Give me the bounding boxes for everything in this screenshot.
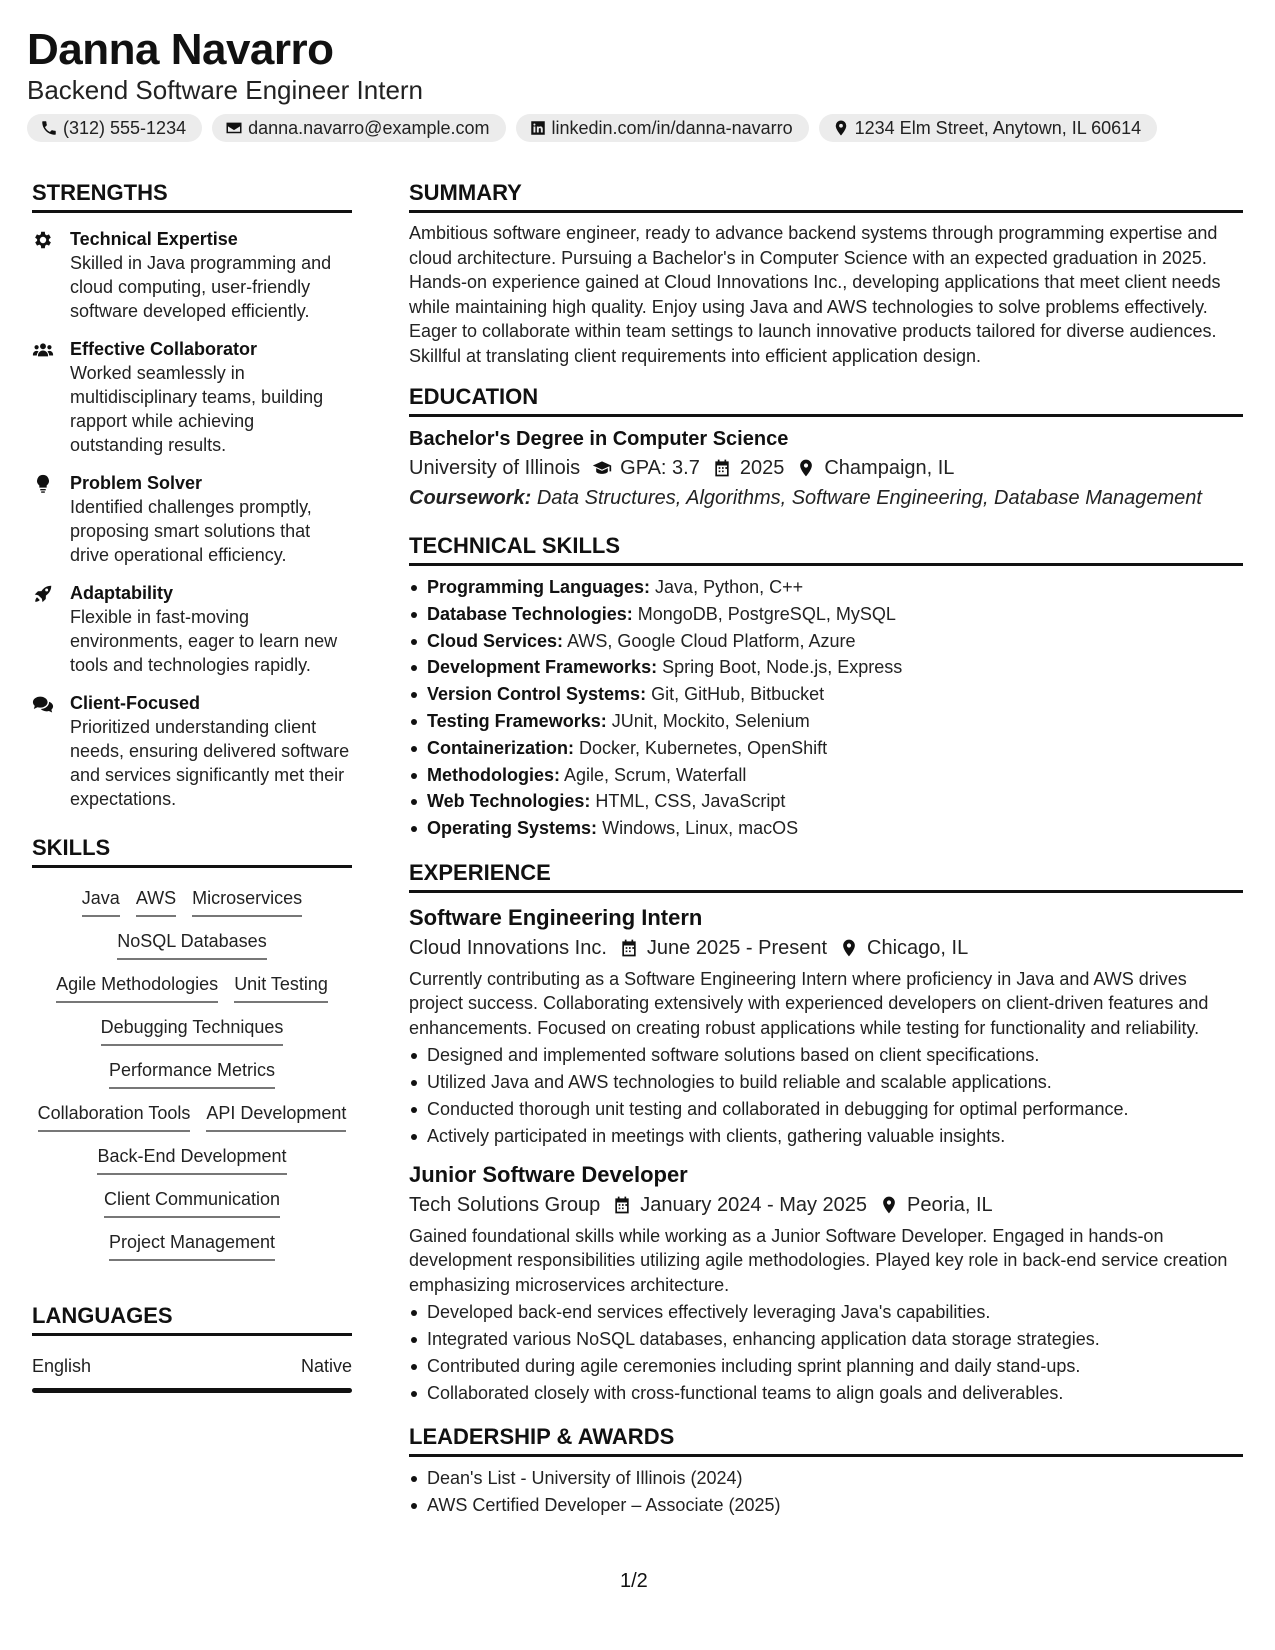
list-item: [409, 574, 1243, 601]
skill-category: Development Frameworks:: [427, 657, 658, 678]
list-item: [409, 654, 1243, 681]
skills-heading: SKILLS: [32, 833, 352, 868]
linkedin-icon: [528, 118, 548, 138]
skill-tag: Project Management: [109, 1230, 275, 1261]
list-item: [409, 788, 1243, 815]
contact-email-text: danna.navarro@example.com: [248, 117, 490, 138]
list-item: AWS Certified Developer – Associate (2025): [409, 1492, 1243, 1519]
skill-category: Operating Systems:: [427, 818, 598, 839]
contact-email[interactable]: [212, 114, 505, 142]
job-bullets: [409, 1042, 1243, 1149]
strength-title: Adaptability: [70, 583, 174, 603]
skill-tag: Unit Testing: [234, 972, 328, 1003]
job-meta: [409, 933, 1243, 963]
comments-icon: [32, 691, 70, 811]
company-name: Cloud Innovations Inc.: [409, 936, 607, 959]
job-title: Junior Software Developer: [409, 1161, 688, 1187]
skill-category: Web Technologies:: [427, 791, 591, 812]
skill-category: Database Technologies:: [427, 603, 633, 624]
language-name: English: [32, 1356, 92, 1376]
contact-phone[interactable]: [27, 114, 202, 142]
skill-values: Windows, Linux, macOS: [602, 818, 799, 839]
job-location: Peoria, IL: [907, 1193, 993, 1216]
strength-title: Effective Collaborator: [70, 339, 258, 359]
strength-desc: Identified challenges promptly, proposing smart solutions that drive operational efficiency.: [70, 497, 312, 565]
list-item: Utilized Java and AWS technologies to build reliable and scalable applications.: [409, 1069, 1243, 1096]
gear-icon: [32, 227, 70, 323]
job-description: Currently contributing as a Software Engineering Intern where proficiency in Java and AWS drives project success. Collaborating extensively with experienced developers on client-driven features and enhancements. Focused on creating robust applications while testing for functionality and reliability.: [409, 968, 1209, 1038]
job-meta: [409, 1190, 1243, 1220]
skill-category: Programming Languages:: [427, 577, 651, 597]
skill-values: JUnit, Mockito, Selenium: [611, 710, 810, 731]
list-item: Conducted thorough unit testing and collaborated in debugging for optimal performance.: [409, 1096, 1243, 1123]
contact-phone-text: (312) 555-1234: [63, 117, 187, 138]
calendar-icon: [612, 1195, 632, 1215]
strength-item: [32, 691, 352, 811]
strength-desc: Flexible in fast-moving environments, eager to learn new tools and technologies rapidly.: [70, 607, 338, 675]
list-item: [409, 708, 1243, 735]
skill-tag: Back-End Development: [97, 1144, 286, 1175]
summary-heading: SUMMARY: [409, 178, 1243, 213]
strength-desc: Worked seamlessly in multidisciplinary teams, building rapport while achieving outstanding results.: [70, 363, 324, 455]
candidate-name: Danna Navarro: [27, 25, 334, 74]
skill-tag: Performance Metrics: [109, 1058, 275, 1089]
strength-title: Technical Expertise: [70, 229, 238, 249]
skill-values: Java, Python, C++: [655, 577, 804, 597]
envelope-icon: [224, 118, 244, 138]
education-meta: [409, 453, 1243, 483]
skill-tag: Microservices: [192, 886, 302, 917]
contact-bar: [27, 114, 1157, 142]
coursework: [409, 483, 1243, 513]
experience-heading: EXPERIENCE: [409, 858, 1243, 893]
job-title: Software Engineering Intern: [409, 904, 703, 930]
strength-title: Client-Focused: [70, 693, 201, 713]
education-heading: EDUCATION: [409, 382, 1243, 417]
summary-text: Ambitious software engineer, ready to advance backend systems through programming expertise and cloud architecture. Pursuing a Bachelor's in Computer Science with an expected graduation in 2025. Hands-on experience gained at Cloud Innovations Inc., developing applications that meet client needs while maintaining high quality. Enjoy using Java and AWS technologies to solve problems effectively. Eager to collaborate within team settings to launch innovative products tailored for diverse audiences. Skillful at translating client requirements into efficient application design.: [409, 223, 1221, 366]
skill-values: Spring Boot, Node.js, Express: [662, 657, 903, 678]
strength-item: [32, 471, 352, 567]
skill-category: Methodologies:: [427, 764, 560, 785]
strength-item: [32, 227, 352, 323]
job-description: Gained foundational skills while working as a Junior Software Developer. Engaged in hands-on development responsibilities utilizing agile methodologies. Played key role in back-end service creation emphasizing microservices architecture.: [409, 1225, 1228, 1295]
right-column: [409, 178, 1243, 1519]
gpa: GPA: 3.7: [620, 457, 700, 479]
school-location: Champaign, IL: [824, 457, 955, 479]
skill-category: Testing Frameworks:: [427, 710, 607, 731]
list-item: Actively participated in meetings with clients, gathering valuable insights.: [409, 1123, 1243, 1150]
list-item: Integrated various NoSQL databases, enhancing application data storage strategies.: [409, 1326, 1243, 1353]
list-item: Designed and implemented software solutions based on client specifications.: [409, 1042, 1243, 1069]
graduation-year: 2025: [739, 457, 785, 479]
users-icon: [32, 337, 70, 457]
job-bullets: [409, 1299, 1243, 1406]
job-entry: [409, 903, 1243, 1150]
skill-tag: Java: [82, 886, 120, 917]
coursework-label: Coursework:: [409, 487, 532, 509]
skill-values: HTML, CSS, JavaScript: [595, 791, 786, 812]
calendar-icon: [619, 938, 639, 958]
skill-tag: Agile Methodologies: [56, 972, 218, 1003]
list-item: Dean's List - University of Illinois (2024): [409, 1465, 1243, 1492]
map-pin-icon: [879, 1195, 899, 1215]
rocket-icon: [32, 581, 70, 677]
company-name: Tech Solutions Group: [409, 1193, 601, 1216]
list-item: [409, 762, 1243, 789]
awards-heading: LEADERSHIP & AWARDS: [409, 1422, 1243, 1457]
skill-tag: Client Communication: [104, 1187, 280, 1218]
language-level: Native: [300, 1356, 352, 1376]
skill-category: Containerization:: [427, 737, 574, 758]
list-item: [409, 815, 1243, 842]
skill-values: AWS, Google Cloud Platform, Azure: [567, 630, 856, 651]
language-item: [32, 1354, 352, 1378]
lightbulb-icon: [32, 471, 70, 567]
languages-heading: LANGUAGES: [32, 1301, 352, 1336]
calendar-icon: [712, 458, 732, 478]
skill-category: Cloud Services:: [427, 630, 564, 651]
skill-values: Docker, Kubernetes, OpenShift: [579, 737, 828, 758]
job-location: Chicago, IL: [867, 936, 969, 959]
map-pin-icon: [831, 118, 851, 138]
skill-values: MongoDB, PostgreSQL, MySQL: [637, 603, 896, 624]
list-item: [409, 601, 1243, 628]
skill-tag: API Development: [206, 1101, 346, 1132]
list-item: [409, 681, 1243, 708]
job-title-heading: Backend Software Engineer Intern: [27, 75, 424, 105]
technical-skills-heading: TECHNICAL SKILLS: [409, 531, 1243, 566]
degree-title: Bachelor's Degree in Computer Science: [409, 428, 789, 450]
skill-tag: AWS: [136, 886, 176, 917]
job-entry: [409, 1160, 1243, 1407]
contact-linkedin[interactable]: [516, 114, 809, 142]
skill-tag: Collaboration Tools: [38, 1101, 191, 1132]
skills-tag-list: [32, 868, 352, 1261]
strengths-heading: STRENGTHS: [32, 178, 352, 213]
phone-icon: [39, 118, 59, 138]
contact-address-text: 1234 Elm Street, Anytown, IL 60614: [854, 117, 1142, 138]
strength-desc: Skilled in Java programming and cloud computing, user-friendly software developed efficiently.: [70, 253, 332, 321]
contact-linkedin-text: linkedin.com/in/danna-navarro: [551, 117, 793, 138]
contact-address: [819, 114, 1158, 142]
map-pin-icon: [839, 938, 859, 958]
strength-item: [32, 337, 352, 457]
graduation-cap-icon: [592, 458, 612, 478]
school-name: University of Illinois: [409, 457, 581, 479]
list-item: Contributed during agile ceremonies including sprint planning and daily stand-ups.: [409, 1353, 1243, 1380]
skill-tag: NoSQL Databases: [117, 929, 266, 960]
list-item: [409, 735, 1243, 762]
list-item: [409, 628, 1243, 655]
strength-title: Problem Solver: [70, 473, 203, 493]
coursework-list: Data Structures, Algorithms, Software Engineering, Database Management: [536, 487, 1202, 509]
job-dates: June 2025 - Present: [646, 936, 828, 959]
skill-tag: Debugging Techniques: [101, 1015, 284, 1046]
strength-item: [32, 581, 352, 677]
list-item: Collaborated closely with cross-functional teams to align goals and deliverables.: [409, 1380, 1243, 1407]
skill-category: Version Control Systems:: [427, 684, 647, 705]
language-proficiency-bar: [32, 1388, 352, 1393]
map-pin-icon: [796, 458, 816, 478]
skill-values: Agile, Scrum, Waterfall: [564, 764, 747, 785]
list-item: Developed back-end services effectively leveraging Java's capabilities.: [409, 1299, 1243, 1326]
left-column: [32, 178, 352, 1393]
strength-desc: Prioritized understanding client needs, ensuring delivered software and services significantly met their expectations.: [70, 717, 350, 809]
job-dates: January 2024 - May 2025: [640, 1193, 868, 1216]
skill-values: Git, GitHub, Bitbucket: [651, 684, 825, 705]
awards-list: [409, 1465, 1243, 1519]
technical-skills-list: [409, 574, 1243, 842]
page-number: 1/2: [620, 1570, 648, 1592]
